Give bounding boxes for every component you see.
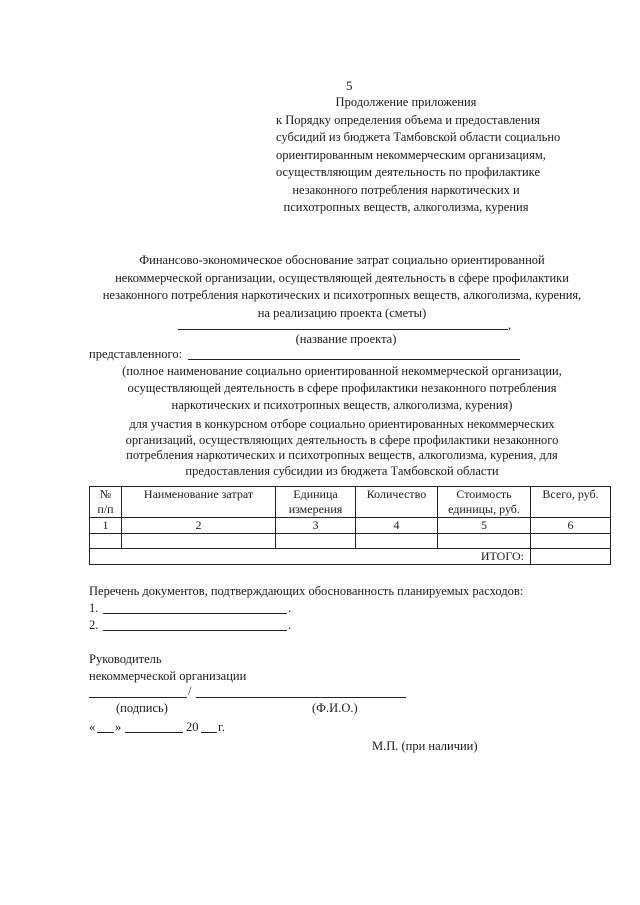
caption-line: (полное наименование социально ориентированной некоммерческой организации, bbox=[122, 364, 562, 378]
date-year-prefix: 20 bbox=[186, 720, 199, 734]
appendix-line: субсидий из бюджета Тамбовской области социально bbox=[276, 130, 561, 144]
document-item-end: . bbox=[288, 618, 292, 632]
purpose-line: предоставления субсидии из бюджета Тамбовской области bbox=[185, 463, 499, 478]
document-title bbox=[82, 252, 602, 322]
document-item bbox=[89, 618, 98, 633]
table-cell[interactable] bbox=[356, 534, 438, 549]
total-value-cell[interactable] bbox=[531, 549, 611, 565]
document-item-field[interactable] bbox=[103, 613, 287, 614]
table-cell: 2 bbox=[122, 518, 276, 534]
table-cell: 4 bbox=[356, 518, 438, 534]
date-year-suffix: г. bbox=[218, 720, 225, 734]
date-close-quote: » bbox=[115, 720, 122, 734]
table-cell[interactable] bbox=[276, 534, 356, 549]
col-header-unit bbox=[276, 487, 356, 518]
date-day-field[interactable] bbox=[97, 732, 114, 733]
project-name-field[interactable] bbox=[178, 329, 508, 330]
appendix-line: незаконного потребления наркотических и bbox=[292, 182, 520, 197]
total-label: ИТОГО: bbox=[90, 549, 531, 565]
caption-line: наркотических и психотропных веществ, алкоголизма, курения) bbox=[171, 398, 513, 412]
caption-line: осуществляющей деятельность в сфере профилактики незаконного потребления bbox=[127, 381, 557, 395]
document-item-number: 2. bbox=[89, 618, 99, 632]
table-cell: 6 bbox=[531, 518, 611, 534]
col-header-cost-name bbox=[122, 487, 276, 518]
appendix-line: осуществляющим деятельность по профилактике bbox=[276, 165, 540, 179]
title-line: незаконного потребления наркотических и психотропных веществ, алкоголизма, курения, bbox=[102, 288, 582, 302]
header-text: Единица измерения bbox=[288, 487, 343, 516]
header-text: Всего, руб. bbox=[542, 487, 599, 501]
project-name-comma: , bbox=[508, 318, 512, 332]
table-cell[interactable] bbox=[438, 534, 531, 549]
table-row bbox=[90, 534, 611, 549]
cost-table bbox=[89, 486, 611, 565]
title-line: Финансово-экономическое обоснование затрат социально ориентированной bbox=[139, 253, 545, 267]
signature-field[interactable] bbox=[89, 697, 187, 698]
table-header-row bbox=[90, 487, 611, 518]
table-cell: 5 bbox=[438, 518, 531, 534]
purpose-line: организаций, осуществляющих деятельность в сфере профилактики незаконного bbox=[125, 432, 559, 447]
table-cell[interactable] bbox=[90, 534, 122, 549]
role-line: Руководитель bbox=[89, 652, 162, 666]
date-year-field[interactable] bbox=[201, 732, 217, 733]
table-total-row bbox=[90, 549, 611, 565]
purpose-line: потребления наркотических и психотропных веществ, алкоголизма, курения, для bbox=[126, 448, 558, 462]
table-cell[interactable] bbox=[122, 534, 276, 549]
documents-heading: Перечень документов, подтверждающих обоснованность планируемых расходов: bbox=[89, 584, 524, 598]
submitted-by-label: представленного: bbox=[89, 347, 183, 361]
table-cell[interactable] bbox=[531, 534, 611, 549]
date-open-quote: « bbox=[89, 720, 96, 734]
header-text: Количество bbox=[366, 487, 427, 501]
role-line: некоммерческой организации bbox=[89, 669, 247, 683]
col-header-unit-cost bbox=[438, 487, 531, 518]
appendix-line: ориентированным некоммерческим организациям, bbox=[276, 147, 546, 162]
document-item-end: . bbox=[288, 601, 292, 615]
organization-name-field[interactable] bbox=[188, 359, 520, 360]
page-number: 5 bbox=[346, 78, 353, 93]
appendix-line: к Порядку определения объема и предоставления bbox=[276, 112, 540, 127]
table-number-row bbox=[90, 518, 611, 534]
appendix-line: психотропных веществ, алкоголизма, курения bbox=[283, 200, 529, 214]
table-cell: 1 bbox=[90, 518, 122, 534]
date-month-field[interactable] bbox=[125, 732, 183, 733]
purpose-text bbox=[82, 417, 602, 479]
col-header-number bbox=[90, 487, 122, 518]
title-line: на реализацию проекта (сметы) bbox=[257, 305, 427, 320]
appendix-header bbox=[276, 94, 561, 217]
purpose-line: для участия в конкурсном отборе социально ориентированных некоммерческих bbox=[129, 417, 555, 431]
header-text: Стоимость единицы, руб. bbox=[448, 487, 520, 516]
col-header-quantity bbox=[356, 487, 438, 518]
signature-caption: (подпись) bbox=[116, 701, 168, 715]
header-text: Наименование затрат bbox=[143, 487, 254, 501]
full-name-field[interactable] bbox=[196, 697, 406, 698]
organization-caption bbox=[82, 363, 602, 414]
header-text: № п/п bbox=[97, 487, 114, 516]
document-item-field[interactable] bbox=[103, 630, 287, 631]
title-line: некоммерческой организации, осуществляющей деятельность в сфере профилактики bbox=[115, 270, 569, 285]
appendix-line: Продолжение приложения bbox=[335, 95, 477, 109]
full-name-caption: (Ф.И.О.) bbox=[312, 701, 358, 715]
project-name-caption: (название проекта) bbox=[295, 332, 397, 346]
document-item bbox=[89, 601, 98, 616]
table-cell: 3 bbox=[276, 518, 356, 534]
signature-slash: / bbox=[188, 684, 192, 698]
document-item-number: 1. bbox=[89, 601, 99, 615]
stamp-placeholder: М.П. (при наличии) bbox=[372, 739, 478, 753]
col-header-total bbox=[531, 487, 611, 518]
